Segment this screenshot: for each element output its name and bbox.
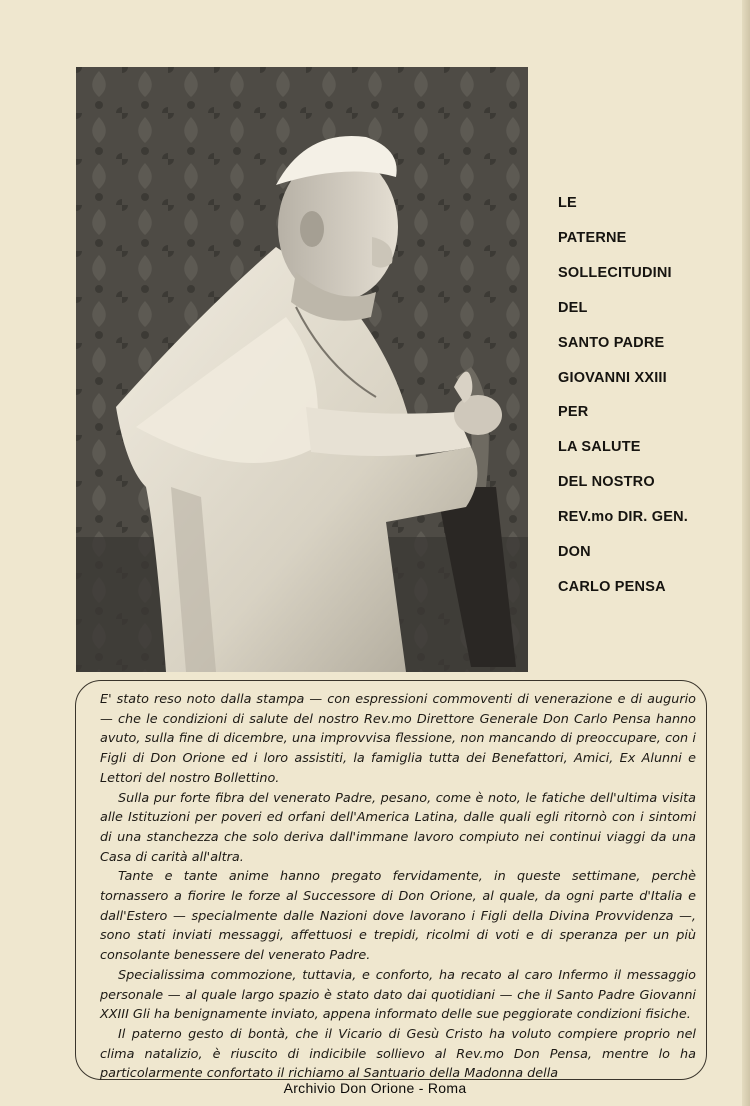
paragraph: Tante e tante anime hanno pregato fervidamente, in queste settimane, perchè tornassero a fiorire le forze al Successore di Don Orione, al quale, da ogni parte d'Italia e dall'Estero — specialmente dalle Nazioni dove lavorano i Figli della Divina Provvidenza —, sono stati inviati messaggi, affettuosi e trepidi, ricolmi di voti e di speranza per un più consolante benessere del venerato Padre.	[100, 869, 696, 964]
pope-photo	[76, 67, 528, 672]
paragraph: Il paterno gesto di bontà, che il Vicario di Gesù Cristo ha voluto compiere proprio nel clima natalizio, è riuscito di indicibile sollievo al Rev.mo Don Pensa, mentre lo ha particolarmente confortato il richiamo al Santuario della Madonna della	[100, 1026, 696, 1082]
title-line: DEL NOSTRO	[558, 474, 655, 491]
title-line: PER	[558, 404, 589, 421]
title-line: LE	[558, 195, 577, 211]
title-line: DON	[558, 544, 591, 561]
title-line: REV.mo DIR. GEN.	[558, 509, 688, 526]
title-line: PATERNE	[558, 229, 627, 246]
page-edge	[742, 0, 750, 1106]
paragraph: Sulla pur forte fibra del venerato Padre, pesano, come è noto, le fatiche dell'ultima visita alle Istituzioni per poveri ed orfani dell'America Latina, dalle quali egli ritornò con i sintomi di una stanchezza che solo deriva dall'immane lavoro compiuto nei continui viaggi da una Casa di carità all'altra.	[100, 790, 696, 865]
title-line: SOLLECITUDINI	[558, 264, 672, 281]
paragraph: E' stato reso noto dalla stampa — con espressioni commoventi di venerazione e di augurio — che le condizioni di salute del nostro Rev.mo Direttore Generale Don Carlo Pensa hanno avuto, sulla fine di dicembre, una improvvisa flessione, non mancando di preoccupare, con i Figli di Don Orione ed i loro assistiti, la famiglia tutta dei Benefattori, Amici, Ex Alunni e Lettori del nostro Bollettino.	[100, 692, 696, 786]
article-body	[100, 690, 696, 1084]
archive-stamp: Archivio Don Orione - Roma	[283, 1080, 467, 1096]
title-line: DEL	[558, 299, 588, 316]
title-line: CARLO PENSA	[558, 578, 666, 595]
article-title	[558, 186, 743, 605]
title-line: LA SALUTE	[558, 439, 641, 456]
title-line: GIOVANNI XXIII	[558, 369, 667, 386]
paragraph: Specialissima commozione, tuttavia, e conforto, ha recato al caro Infermo il messaggio personale — al quale largo spazio è stato dato dai quotidiani — che il Santo Padre Giovanni XXIII Gli ha benignamente inviato, appena informato delle sue peggiorate condizioni fisiche.	[100, 967, 696, 1023]
title-line: SANTO PADRE	[558, 334, 665, 351]
